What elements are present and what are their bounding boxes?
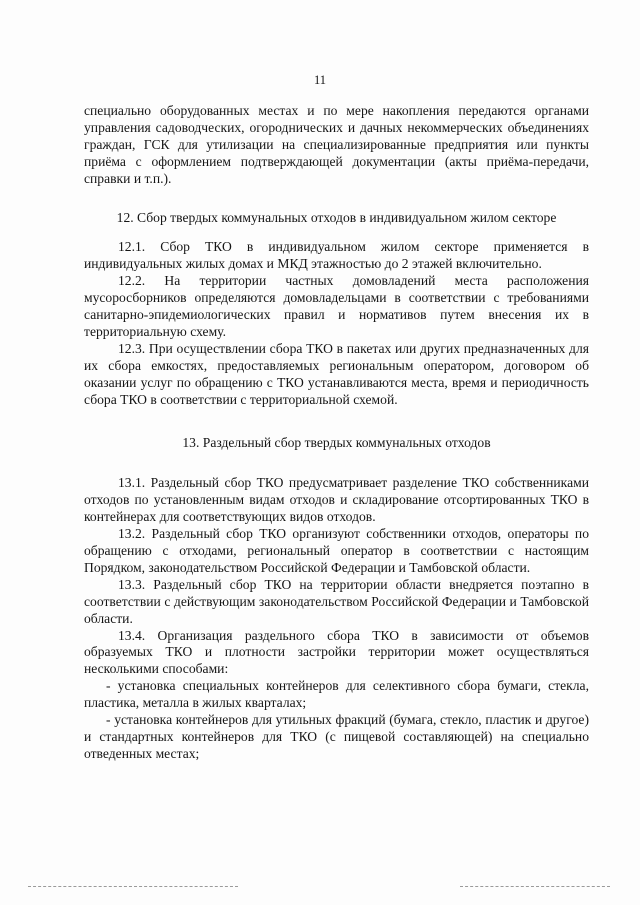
paragraph-12-3: 12.3. При осуществлении сбора ТКО в пакетах или других предназначенных для их сбора емкостях, предоставляемых региональным оператором, договором об оказании услуг по обращению с ТКО устанавливаются места, время и периодичность сбора ТКО в соответствии с территориальной схемой. <box>84 340 589 407</box>
list-item: - установка контейнеров для утильных фракций (бумага, стекло, пластик и другое) и стандартных контейнеров для ТКО (с пищевой составляющей) на специально отведенных местах; <box>84 712 589 761</box>
page-number: 11 <box>313 73 327 87</box>
paragraph-13-2: 13.2. Раздельный сбор ТКО организуют собственники отходов, операторы по обращению с отходами, региональный оператор в соответствии с настоящим Порядком, законодательством Российской Федерации и Тамбовской области. <box>84 526 589 575</box>
paragraph-13-4: 13.4. Организация раздельного сбора ТКО в зависимости от объемов образуемых ТКО и плотности застройки территории может осуществляться несколькими способами: <box>84 627 589 677</box>
paragraph-13-3: 13.3. Раздельный сбор ТКО на территории области внедряется поэтапно в соответствии с действующим законодательством Российской Федерации и Тамбовской области. <box>84 576 589 626</box>
intro-paragraph: специально оборудованных местах и по мере накопления передаются органами управления садоводческих, огороднических и дачных некоммерческих объединениях граждан, ГСК для утилизации на специализированные предприятия или пункты приёма с оформлением подтверждающей документации (акты приёма-передачи, справки и т.п.). <box>84 103 589 186</box>
section-13-heading: 13. Раздельный сбор твердых коммунальных отходов <box>182 434 491 450</box>
footer-rule-left <box>28 886 238 887</box>
paragraph-12-2: 12.2. На территории частных домовладений места расположения мусоросборников определяются домовладельцами в соответствии с требованиями санитарно-эпидемиологических правил и нормативов путем внесения их в территориальную схему. <box>84 273 589 339</box>
section-12-heading: 12. Сбор твердых коммунальных отходов в индивидуальном жилом секторе <box>116 209 557 225</box>
list-item: - установка специальных контейнеров для селективного сбора бумаги, стекла, пластика, металла в жилых кварталах; <box>84 678 589 711</box>
document-body <box>84 103 589 763</box>
footer-rule-right <box>460 886 610 887</box>
paragraph-12-1: 12.1. Сбор ТКО в индивидуальном жилом секторе применяется в индивидуальных жилых домах и МКД этажностью до 2 этажей включительно. <box>84 239 589 272</box>
paragraph-13-1: 13.1. Раздельный сбор ТКО предусматривает разделение ТКО собственниками отходов по установленным видам отходов и складирование отсортированных ТКО в контейнерах для соответствующих видов отходов. <box>84 475 589 525</box>
